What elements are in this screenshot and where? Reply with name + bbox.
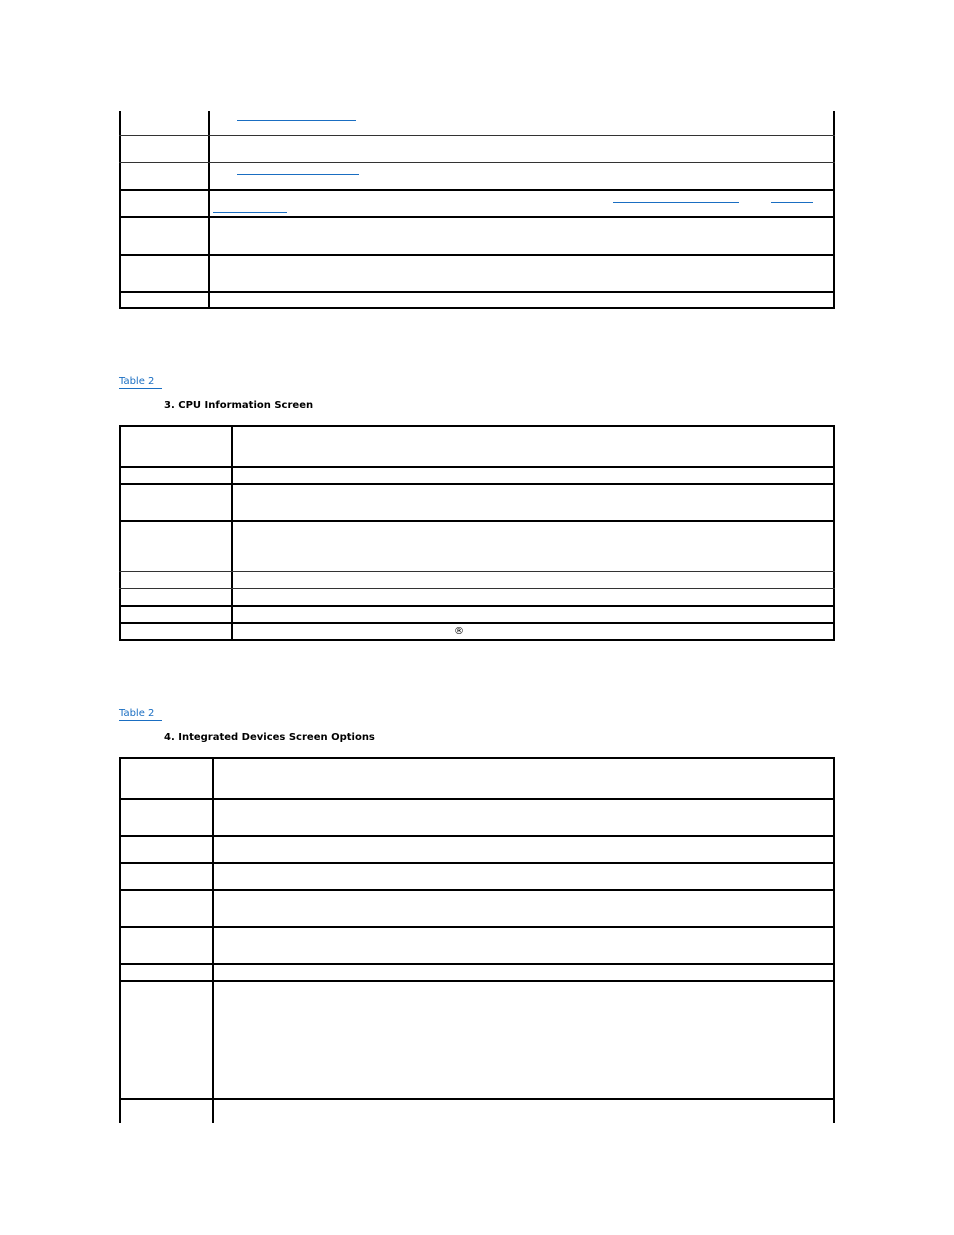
row-divider <box>119 622 835 624</box>
table-border-right <box>833 425 835 641</box>
table-border-top <box>119 757 835 759</box>
row-divider <box>119 162 835 163</box>
row-divider <box>119 520 835 522</box>
registered-trademark-symbol: ® <box>454 626 464 637</box>
table-border-left <box>119 757 121 1123</box>
cross-reference-link[interactable] <box>613 202 739 203</box>
table-border-right <box>833 111 835 309</box>
row-divider <box>119 605 835 607</box>
row-divider <box>119 254 835 256</box>
table-column-divider <box>212 757 214 1123</box>
cross-reference-link[interactable] <box>213 212 287 213</box>
table-continued <box>119 111 835 309</box>
cross-reference-link[interactable] <box>237 120 356 121</box>
row-divider <box>119 571 835 572</box>
row-divider <box>119 798 835 800</box>
table-border-right <box>833 757 835 1123</box>
row-divider <box>119 963 835 965</box>
table-column-divider <box>231 425 233 641</box>
row-divider <box>119 889 835 891</box>
table-border-left <box>119 425 121 641</box>
table-border-bottom <box>119 307 835 309</box>
section-heading-cpu-information: 3. CPU Information Screen <box>164 400 314 411</box>
table-border-left <box>119 111 121 309</box>
table-border-top <box>119 425 835 427</box>
row-divider <box>119 189 835 191</box>
row-divider <box>119 926 835 928</box>
cross-reference-link[interactable] <box>771 202 813 203</box>
cross-reference-link[interactable] <box>237 174 359 175</box>
row-divider <box>119 980 835 982</box>
row-divider <box>119 862 835 864</box>
table-2-link[interactable]: Table 2 <box>119 708 162 721</box>
row-divider <box>119 1098 835 1100</box>
table-2-link[interactable]: Table 2 <box>119 376 162 389</box>
row-divider <box>119 483 835 485</box>
table-border-bottom <box>119 639 835 641</box>
row-divider <box>119 588 835 589</box>
section-heading-integrated-devices: 4. Integrated Devices Screen Options <box>164 732 375 743</box>
integrated-devices-table <box>119 757 835 1123</box>
cpu-information-table <box>119 425 835 641</box>
row-divider <box>119 291 835 293</box>
row-divider <box>119 135 835 136</box>
row-divider <box>119 216 835 218</box>
row-divider <box>119 835 835 837</box>
row-divider <box>119 466 835 468</box>
table-column-divider <box>208 111 210 309</box>
